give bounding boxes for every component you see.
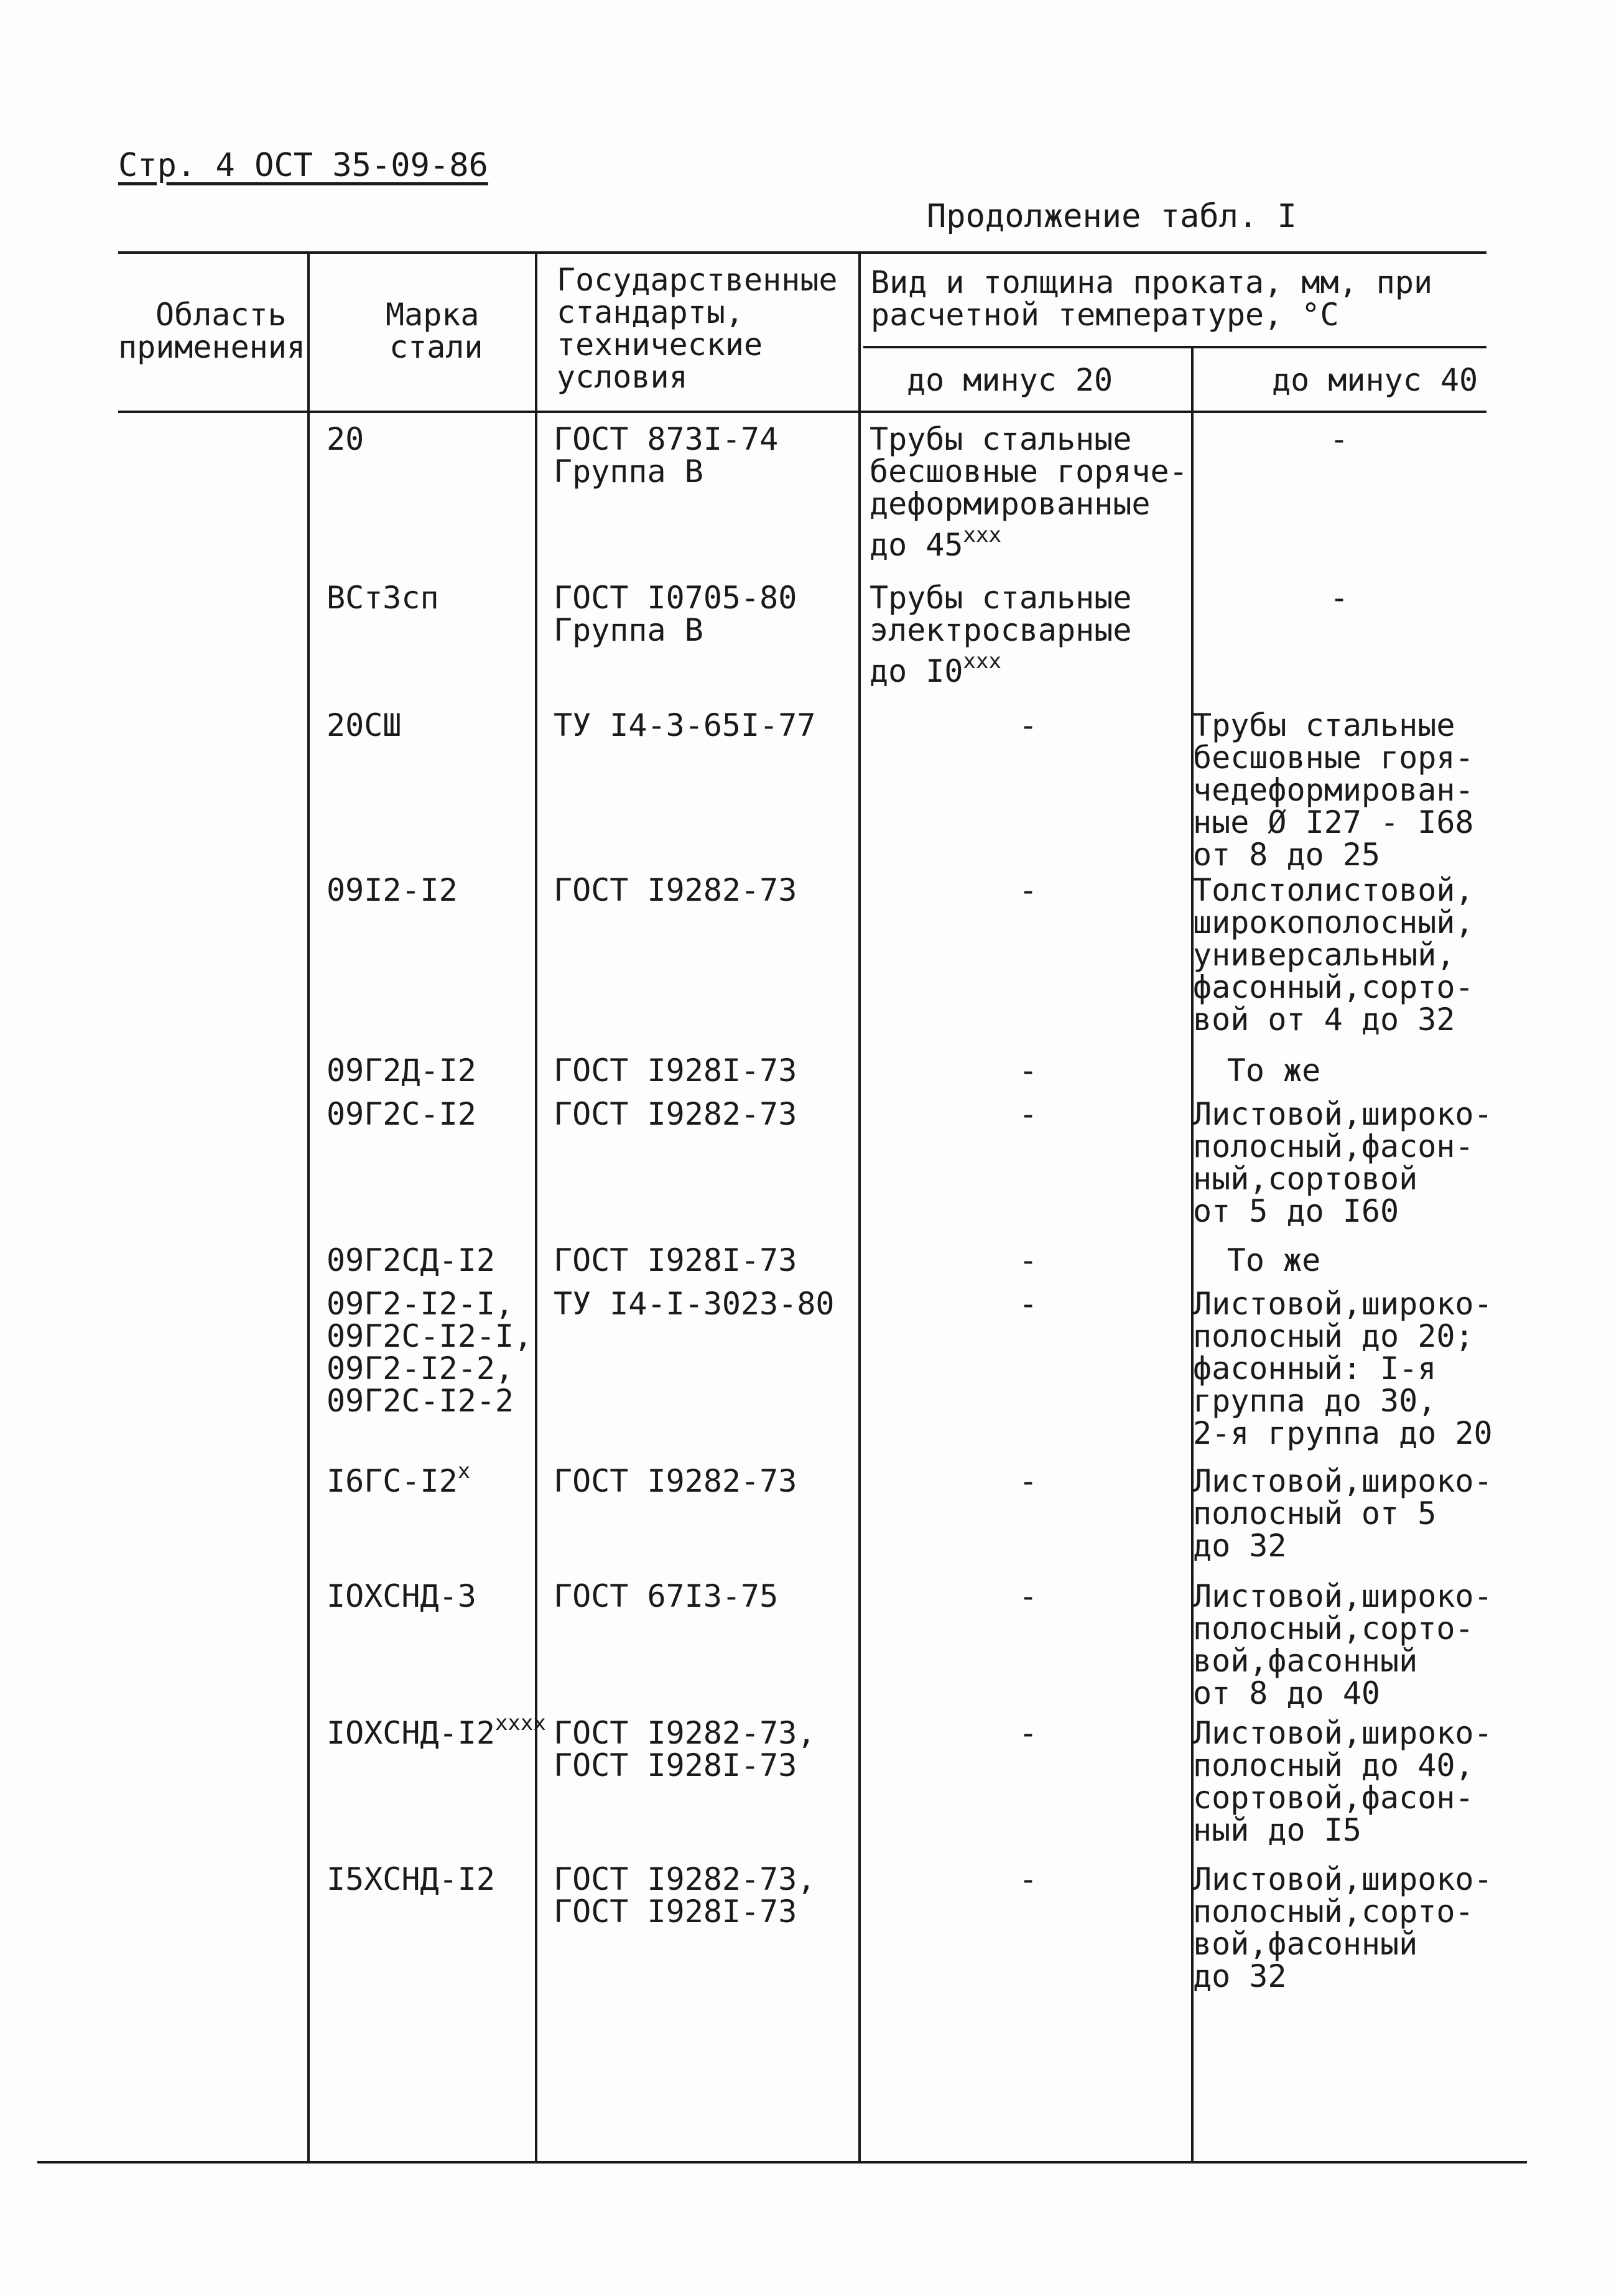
minus40-cell: ный до I5: [1193, 1812, 1361, 1848]
minus40-cell: 2-я группа до 20: [1193, 1415, 1493, 1451]
minus40-cell: полосный от 5: [1193, 1495, 1437, 1531]
minus40-cell: чедеформирован-: [1193, 772, 1474, 808]
minus20-cell: до I0$^{xxx}$: [870, 649, 1001, 689]
minus40-cell: бесшовные горя-: [1193, 740, 1474, 776]
standard-cell: ГОСТ I928I-73: [554, 1242, 797, 1278]
grade-cell: 09I2-I2: [327, 872, 458, 908]
column-divider-3: [858, 251, 861, 2161]
grade-cell: 09Г2Д-I2: [327, 1053, 476, 1089]
grade-cell: 09Г2С-I2-2: [327, 1383, 514, 1419]
minus40-cell: сортовой,фасон-: [1193, 1780, 1474, 1816]
minus20-dash: -: [1018, 1096, 1038, 1132]
header-standards-line4: условия: [557, 359, 688, 395]
grade-cell: [327, 1711, 546, 1753]
grade-cell: I5ХСНД-I2: [327, 1861, 495, 1897]
minus40-cell: от 8 до 25: [1193, 837, 1381, 873]
grade-text: IОХСНД-I2: [327, 1715, 495, 1751]
grade-cell: IОХСНД-3: [327, 1578, 476, 1614]
minus20-dash: -: [1018, 1578, 1038, 1614]
header-minus40: до минус 40: [1272, 362, 1478, 398]
minus40-cell: универсальный,: [1193, 937, 1455, 973]
minus40-cell: Трубы стальные: [1193, 707, 1455, 743]
grade-footnote-mark: x: [457, 1459, 471, 1484]
header-grade-line1: Марка: [386, 297, 480, 333]
minus40-cell: от 8 до 40: [1193, 1675, 1381, 1711]
minus20-dash: -: [1018, 1861, 1038, 1897]
minus40-cell: фасонный,сорто-: [1193, 969, 1474, 1005]
minus40-cell: до 32: [1193, 1958, 1287, 1994]
minus20-cell: Трубы стальные: [870, 421, 1132, 457]
standard-cell: ГОСТ I9282-73: [554, 872, 797, 908]
grade-cell: 09Г2-I2-I,: [327, 1286, 514, 1322]
standard-cell: ТУ I4-I-3023-80: [554, 1286, 835, 1322]
grade-cell: 20СШ: [327, 707, 402, 743]
header-standards-line1: Государственные: [557, 262, 838, 298]
minus40-cell: от 5 до I60: [1193, 1193, 1399, 1229]
page-reference: Стр. 4 ОСТ 35-09-86: [118, 147, 488, 184]
header-kind-line2-text: расчетной температуре,: [871, 297, 1283, 333]
grade-cell: 20: [327, 421, 364, 457]
standard-cell: ГОСТ I9282-73,: [554, 1861, 816, 1897]
minus20-dash: -: [1018, 1715, 1038, 1751]
grade-cell: 09Г2С-I2: [327, 1096, 476, 1132]
standard-cell: ГОСТ I9282-73: [554, 1463, 797, 1499]
minus40-cell: ный,сортовой: [1193, 1161, 1418, 1197]
standard-cell: ГОСТ I928I-73: [554, 1053, 797, 1089]
minus40-cell: до 32: [1193, 1528, 1287, 1564]
header-minus20: до минус 20: [907, 362, 1113, 398]
minus40-cell: Листовой,широко-: [1193, 1715, 1493, 1751]
header-standards-line2: стандарты,: [557, 294, 744, 330]
minus20-dash: -: [1018, 1286, 1038, 1322]
minus20-dash: -: [1018, 1053, 1038, 1089]
minus40-cell: Толстолистовой,: [1193, 872, 1474, 908]
table-bottom-rule: [37, 2161, 1527, 2164]
minus40-cell: вой,фасонный: [1193, 1926, 1418, 1962]
minus40-cell: То же: [1227, 1242, 1321, 1278]
minus40-cell: группа до 30,: [1193, 1383, 1437, 1419]
standard-cell: ГОСТ I928I-73: [554, 1747, 797, 1783]
minus40-cell: ные Ø I27 - I68: [1193, 804, 1474, 840]
minus40-cell: вой от 4 до 32: [1193, 1002, 1455, 1038]
minus40-dash: -: [1329, 421, 1349, 457]
minus40-cell: фасонный: I-я: [1193, 1350, 1437, 1387]
minus20-cell: до 45$^{xxx}$: [870, 523, 1001, 563]
minus40-cell: Листовой,широко-: [1193, 1096, 1493, 1132]
grade-footnote-mark: xxxx: [494, 1711, 546, 1736]
minus40-cell: полосный до 40,: [1193, 1747, 1474, 1783]
header-bottom-rule: [118, 411, 1486, 413]
standard-cell: Группа В: [554, 612, 703, 648]
column-divider-1: [307, 251, 310, 2161]
minus20-cell: Трубы стальные: [870, 580, 1132, 616]
minus20-dash: -: [1018, 707, 1038, 743]
minus40-cell: полосный,сорто-: [1193, 1894, 1474, 1930]
header-kind-line1: Вид и толщина проката, мм, при: [871, 264, 1433, 300]
minus20-dash: -: [1018, 1242, 1038, 1278]
standard-cell: ГОСТ 873I-74: [554, 421, 779, 457]
standard-cell: Группа В: [554, 453, 703, 490]
minus20-cell: электросварные: [870, 612, 1132, 648]
minus40-cell: широкополосный,: [1193, 904, 1474, 941]
minus20-footnote-mark: xxx: [963, 649, 1001, 674]
grade-cell: ВСт3сп: [327, 580, 439, 616]
minus40-dash: -: [1329, 580, 1349, 616]
minus20-cell: деформированные: [870, 486, 1151, 522]
minus40-cell: Листовой,широко-: [1193, 1861, 1493, 1897]
standard-cell: ГОСТ I9282-73,: [554, 1715, 816, 1751]
standard-cell: ГОСТ I928I-73: [554, 1894, 797, 1930]
header-area-line2: применения: [118, 329, 306, 365]
table-continuation-label: Продолжение табл. I: [927, 198, 1297, 235]
standard-cell: ТУ I4-3-65I-77: [554, 707, 816, 743]
minus40-cell: Листовой,широко-: [1193, 1286, 1493, 1322]
minus40-cell: То же: [1227, 1053, 1321, 1089]
standard-cell: ГОСТ 67I3-75: [554, 1578, 779, 1614]
minus40-cell: полосный,фасон-: [1193, 1128, 1474, 1164]
grade-cell: 09Г2С-I2-I,: [327, 1318, 533, 1354]
minus20-footnote-mark: xxx: [963, 523, 1001, 547]
header-standards-line3: технические: [557, 327, 763, 363]
minus40-cell: вой,фасонный: [1193, 1643, 1418, 1679]
grade-cell: 09Г2-I2-2,: [327, 1350, 514, 1387]
standard-cell: ГОСТ I0705-80: [554, 580, 797, 616]
header-area-line1: Область: [155, 297, 287, 333]
minus40-cell: Листовой,широко-: [1193, 1463, 1493, 1499]
header-grade-line2: стали: [389, 329, 483, 365]
minus40-cell: полосный,сорто-: [1193, 1610, 1474, 1647]
subheader-rule: [863, 346, 1486, 348]
minus20-dash: -: [1018, 872, 1038, 908]
header-kind-line2: [871, 299, 1339, 331]
column-divider-2: [535, 251, 537, 2161]
table-top-rule: [118, 251, 1486, 254]
minus20-dash: -: [1018, 1463, 1038, 1499]
grade-cell: 09Г2СД-I2: [327, 1242, 495, 1278]
minus20-cell: бесшовные горяче-: [870, 453, 1188, 490]
grade-text: I6ГС-I2: [327, 1463, 458, 1499]
minus40-cell: Листовой,широко-: [1193, 1578, 1493, 1614]
header-kind-unit: °C: [1301, 297, 1339, 333]
minus40-cell: полосный до 20;: [1193, 1318, 1474, 1354]
grade-cell: [327, 1459, 471, 1501]
standard-cell: ГОСТ I9282-73: [554, 1096, 797, 1132]
